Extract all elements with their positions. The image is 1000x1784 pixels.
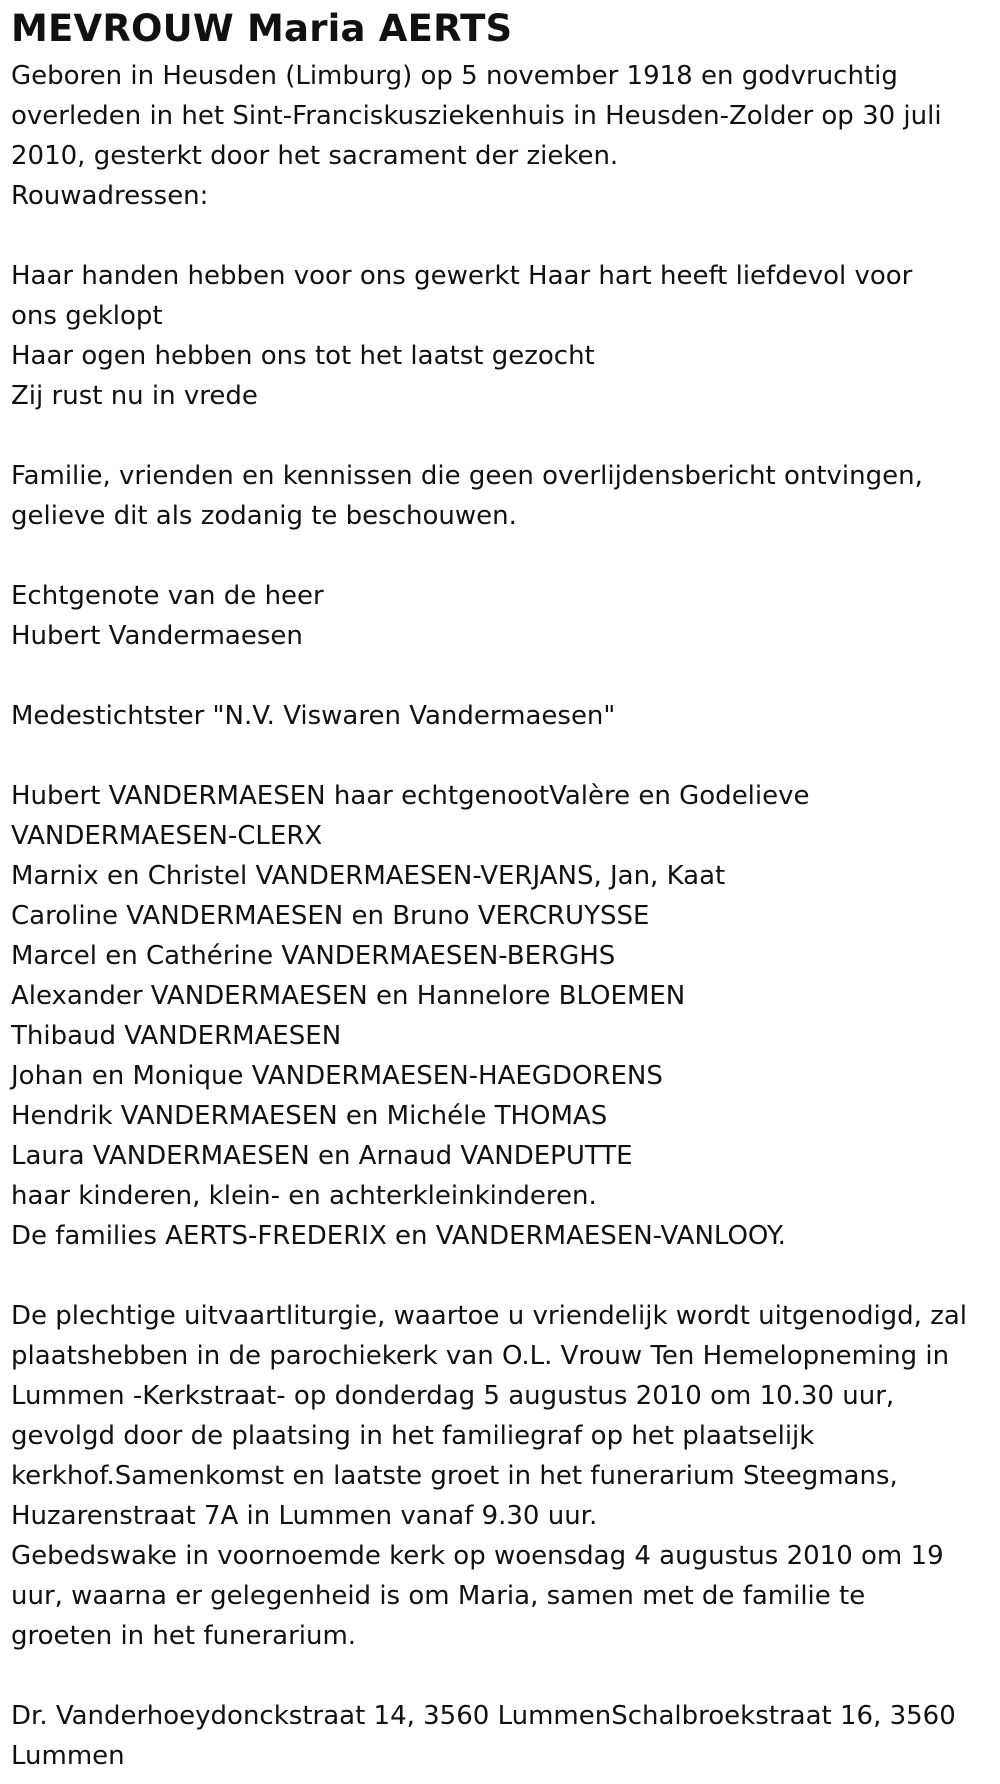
blank-line	[11, 656, 1000, 696]
blank-line	[11, 1256, 1000, 1296]
text-line: gevolgd door de plaatsing in het familiegraf op het plaatselijk	[11, 1421, 815, 1451]
text-line: Caroline VANDERMAESEN en Bruno VERCRUYSSE	[11, 901, 650, 931]
text-line: Johan en Monique VANDERMAESEN-HAEGDORENS	[11, 1061, 663, 1091]
text-line: Dr. Vanderhoeydonckstraat 14, 3560 LummenSchalbroekstraat 16, 3560	[11, 1701, 956, 1731]
page-title: MEVROUW Maria AERTS	[11, 7, 513, 50]
text-line: Laura VANDERMAESEN en Arnaud VANDEPUTTE	[11, 1141, 633, 1171]
text-line: Thibaud VANDERMAESEN	[11, 1021, 342, 1051]
text-line: Gebedswake in voornoemde kerk op woensdag 4 augustus 2010 om 19	[11, 1541, 944, 1571]
text-line: Geboren in Heusden (Limburg) op 5 november 1918 en godvruchtig	[11, 61, 898, 91]
blank-line	[11, 216, 1000, 256]
text-line: Lummen	[11, 1741, 125, 1771]
text-line: Haar handen hebben voor ons gewerkt Haar hart heeft liefdevol voor	[11, 261, 913, 291]
text-line: Hendrik VANDERMAESEN en Michéle THOMAS	[11, 1101, 608, 1131]
obituary-text	[11, 56, 1000, 1776]
text-line: Hubert Vandermaesen	[11, 621, 303, 651]
text-line: ons geklopt	[11, 301, 163, 331]
text-line: kerkhof.Samenkomst en laatste groet in het funerarium Steegmans,	[11, 1461, 898, 1491]
text-line: Huzarenstraat 7A in Lummen vanaf 9.30 uur.	[11, 1501, 598, 1531]
text-line: De plechtige uitvaartliturgie, waartoe u vriendelijk wordt uitgenodigd, zal	[11, 1301, 968, 1331]
blank-line	[11, 416, 1000, 456]
text-line: overleden in het Sint-Franciskusziekenhuis in Heusden-Zolder op 30 juli	[11, 101, 942, 131]
text-line: VANDERMAESEN-CLERX	[11, 821, 323, 851]
text-line: Zij rust nu in vrede	[11, 381, 258, 411]
text-line: 2010, gesterkt door het sacrament der zieken.	[11, 141, 619, 171]
blank-line	[11, 1656, 1000, 1696]
blank-line	[11, 536, 1000, 576]
text-line: Marnix en Christel VANDERMAESEN-VERJANS, Jan, Kaat	[11, 861, 726, 891]
text-line: haar kinderen, klein- en achterkleinkinderen.	[11, 1181, 597, 1211]
text-line: gelieve dit als zodanig te beschouwen.	[11, 501, 517, 531]
text-line: groeten in het funerarium.	[11, 1621, 357, 1651]
text-line: Rouwadressen:	[11, 181, 209, 211]
text-line: Hubert VANDERMAESEN haar echtgenootValère en Godelieve	[11, 781, 810, 811]
blank-line	[11, 736, 1000, 776]
text-line: Familie, vrienden en kennissen die geen overlijdensbericht ontvingen,	[11, 461, 923, 491]
text-line: Marcel en Cathérine VANDERMAESEN-BERGHS	[11, 941, 616, 971]
text-line: Echtgenote van de heer	[11, 581, 324, 611]
text-line: Lummen -Kerkstraat- op donderdag 5 augustus 2010 om 10.30 uur,	[11, 1381, 895, 1411]
text-line: Haar ogen hebben ons tot het laatst gezocht	[11, 341, 595, 371]
text-line: Alexander VANDERMAESEN en Hannelore BLOEMEN	[11, 981, 686, 1011]
text-line: De families AERTS-FREDERIX en VANDERMAESEN-VANLOOY.	[11, 1221, 786, 1251]
text-line: Medestichtster "N.V. Viswaren Vandermaesen"	[11, 701, 616, 731]
text-line: plaatshebben in de parochiekerk van O.L. Vrouw Ten Hemelopneming in	[11, 1341, 950, 1371]
text-line: uur, waarna er gelegenheid is om Maria, samen met de familie te	[11, 1581, 866, 1611]
